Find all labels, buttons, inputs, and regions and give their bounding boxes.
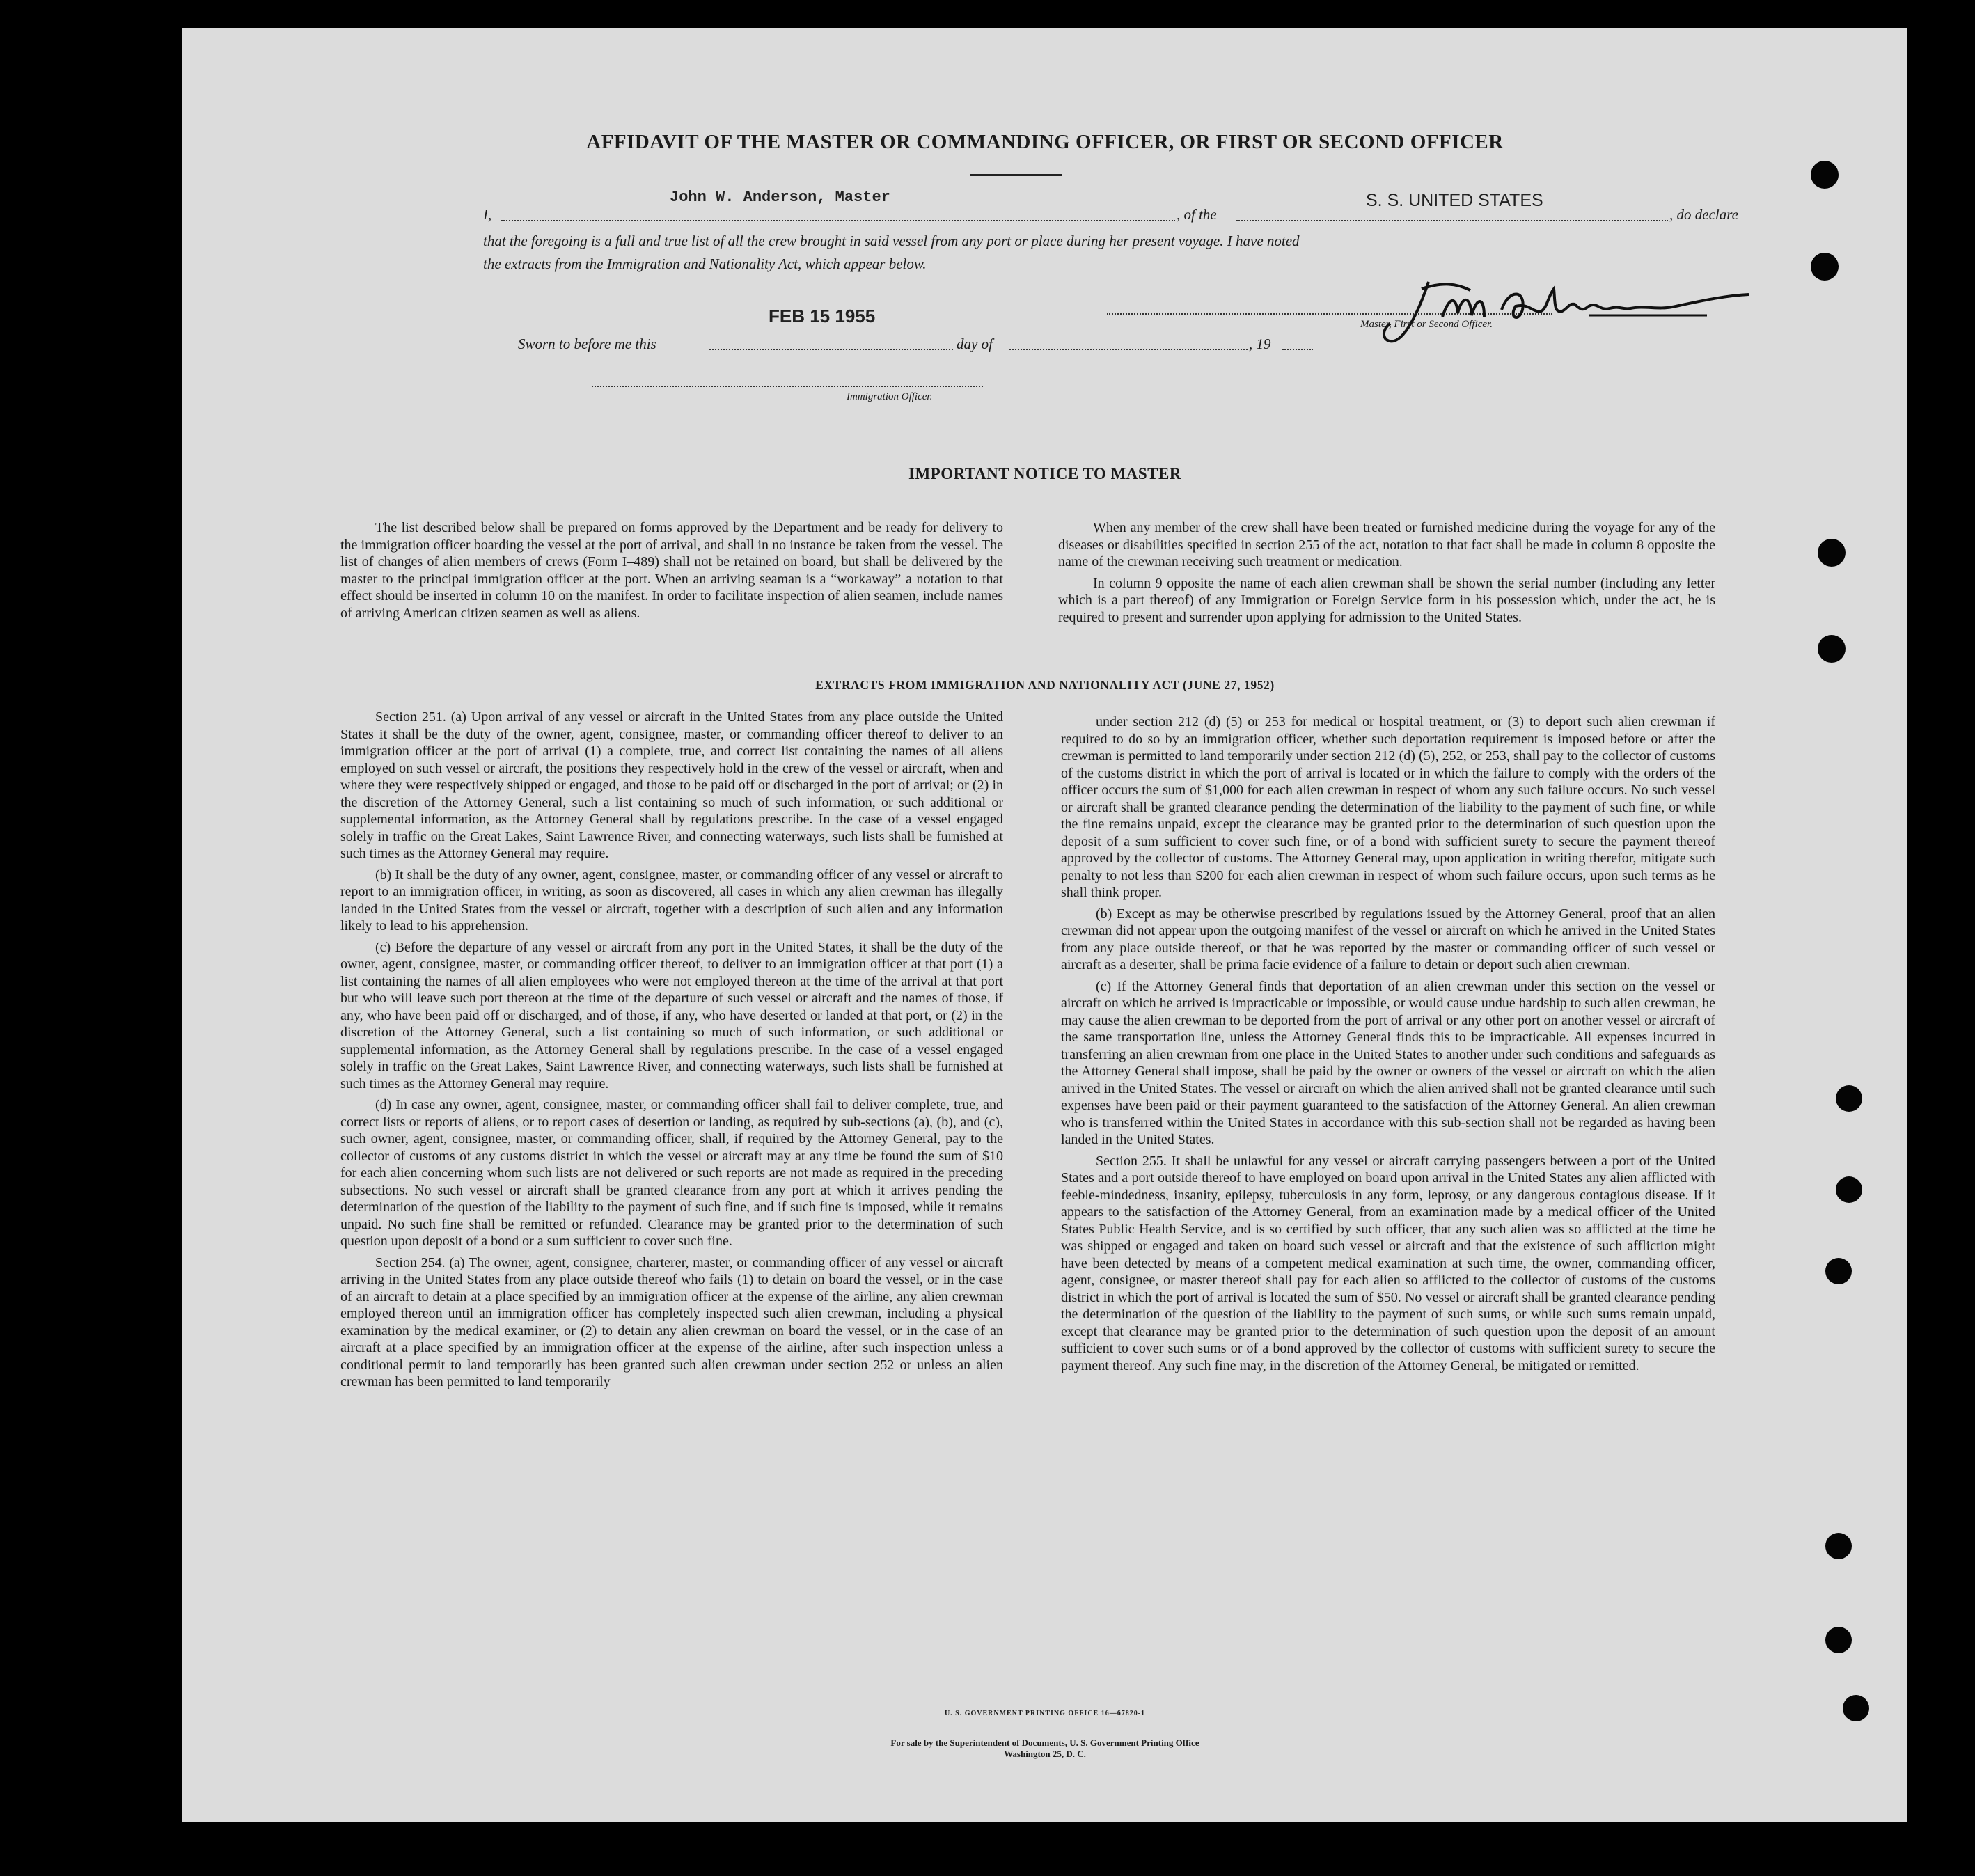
- sworn-label: Sworn to before me this: [518, 336, 656, 352]
- extract-paragraph: Section 254. (a) The owner, agent, consignee, charterer, master, or commanding officer of any vessel or aircraft arriving in the United States from any place outside thereof who fails (1) to detain on board the vessel, or in the case of an aircraft to detain at a place specified by an immigration officer at the expense of the airline, any alien crewman employed thereon until an immigration officer has completely inspected such alien crewman, including a physical examination by the medical examiner, or (2) to detain any alien crewman on board the vessel, or in the case of an aircraft at a place specified by an immigration officer at the expense of the airline, after such inspection unless a conditional permit to land temporarily has been granted such alien crewman under section 252 or unless an alien crewman has been permitted to land temporarily: [340, 1254, 1003, 1389]
- extracts-left-column: [340, 709, 1003, 1395]
- extract-paragraph: (b) It shall be the duty of any owner, agent, consignee, master, or commanding officer of any vessel or aircraft to report to an immigration officer, in writing, as soon as discovered, all cases in which any alien crewman has illegally landed in the United States from the vessel or aircraft, together with a description of such alien and any information likely to lead to his apprehension.: [340, 867, 1003, 933]
- extract-paragraph: (c) Before the departure of any vessel or aircraft from any port in the United States, it shall be the duty of the owner, agent, consignee, master, or commanding officer thereof, to deliver to an immigration officer at that port (1) a list containing the names of all alien employees who were not employed thereon at the time of the arrival at that port but who will leave such port thereon at the time of the departure of such vessel or aircraft and the names of those, if any, who have been paid off or discharged, and of those, if any, who have deserted or landed at that port, or (2) in the discretion of the Attorney General, such a list containing so much of such information, or such additional or supplemental information, as the Attorney General shall by regulations prescribe. In the case of a vessel engaged solely in traffic on the Great Lakes, Saint Lawrence River, and connecting waterways, such lists shall be furnished at such times as the Attorney General may require.: [340, 939, 1003, 1091]
- sale-line-1: For sale by the Superintendent of Documents, U. S. Government Printing Office: [890, 1737, 1199, 1748]
- sworn-day-dotted-line: [709, 349, 953, 350]
- gpo-imprint: U. S. GOVERNMENT PRINTING OFFICE 16—67820-1: [944, 1710, 1146, 1717]
- i-label: I,: [483, 206, 492, 223]
- notice-paragraph: The list described below shall be prepared on forms approved by the Department and be ready for delivery to the immigration officer boarding the vessel at the port of arrival, and shall in no instance be taken from the vessel. The list of changes of alien members of crews (Form I–489) shall not be retained on board, but shall be delivered by the master to the principal immigration officer at the port. When an arriving seaman is a “workaway” a notation to that effect should be inserted in column 10 on the manifest. In order to facilitate inspection of alien seamen, include names of arriving American citizen seamen as well as aliens.: [340, 520, 1003, 621]
- punch-hole: [1811, 253, 1839, 281]
- notice-left-column: [340, 519, 1003, 626]
- extract-paragraph: Section 251. (a) Upon arrival of any vessel or aircraft in the United States from any place outside the United States it shall be the duty of the owner, agent, consignee, master, or commanding officer thereof to deliver to an immigration officer at the port of arrival (1) a complete, true, and correct list containing the names of all aliens employed on such vessel or aircraft, the positions they respectively hold in the crew of the vessel or aircraft, when and where they were respectively shipped or engaged, and those to be paid off or discharged in the port of arrival; or (2) in the discretion of the Attorney General, such a list containing so much of such information, or such additional or supplemental information, as the Attorney General shall by regulations prescribe. In the case of a vessel engaged solely in traffic on the Great Lakes, Saint Lawrence River, and connecting waterways, such lists shall be furnished at such times as the Attorney General may require.: [340, 709, 1003, 861]
- name-dotted-line: [501, 220, 1175, 221]
- extracts-right-column: [1061, 714, 1715, 1378]
- notice-right-column: [1058, 519, 1715, 630]
- extracts-heading: EXTRACTS FROM IMMIGRATION AND NATIONALITY ACT (JUNE 27, 1952): [815, 678, 1275, 692]
- immigration-officer-dotted-line: [592, 386, 983, 387]
- notice-heading: IMPORTANT NOTICE TO MASTER: [908, 465, 1181, 482]
- notice-paragraph: In column 9 opposite the name of each alien crewman shall be shown the serial number (including any letter which is a part thereof) of any Immigration or Foreign Service form in his possession which, under the act, he is required to present and surrender upon applying for admission to the United States.: [1058, 575, 1715, 625]
- do-declare-label: , do declare: [1669, 206, 1738, 223]
- punch-hole: [1825, 1533, 1852, 1559]
- sale-notice: [182, 1737, 1907, 1760]
- punch-hole: [1825, 1258, 1852, 1284]
- punch-hole: [1811, 161, 1839, 189]
- sale-line-2: Washington 25, D. C.: [1004, 1749, 1086, 1759]
- of-the-label: , of the: [1177, 206, 1217, 223]
- extract-paragraph: under section 212 (d) (5) or 253 for medical or hospital treatment, or (3) to deport such alien crewman if required to do so by an immigration officer, whether such deportation requirement is imposed before or after the crewman is permitted to land temporarily under section 212 (d) (5), 252, or 253, shall pay to the collector of customs of the customs district in which the port of arrival is located or in which the failure to comply with the orders of the officer occurs the sum of $1,000 for each alien crewman in respect of whom any such failure occurs. No such vessel or aircraft shall be granted clearance pending the determination of the liability to the payment of such fine, or while the fine remains unpaid, except the clearance may be granted prior to the determination of such question upon the deposit of a sum sufficient to cover such fine, or of a bond with sufficient surety to secure the payment thereof approved by the collector of customs. The Attorney General may, upon application in writing therefor, mitigate such penalty to not less than $200 for each alien crewman in respect of whom such failure occurs, upon such terms as he shall think proper.: [1061, 714, 1715, 900]
- title-rule: [970, 174, 1062, 176]
- punch-hole: [1836, 1176, 1862, 1203]
- punch-hole: [1825, 1627, 1852, 1653]
- extract-paragraph: (b) Except as may be otherwise prescribed by regulations issued by the Attorney General, proof that an alien crewman did not appear upon the outgoing manifest of the vessel or aircraft on which he arrived in the United States from any place outside thereof, or that he was reported by the master or commanding officer of such vessel or aircraft as a deserter, shall be prima facie evidence of a failure to detain or deport such alien crewman.: [1061, 906, 1715, 972]
- sworn-month-dotted-line: [1009, 349, 1248, 350]
- date-stamp: FEB 15 1955: [769, 306, 876, 326]
- vessel-dotted-line: [1236, 220, 1668, 221]
- signer-role-label: Master, First or Second Officer.: [1360, 319, 1493, 330]
- declaration-line-1: that the foregoing is a full and true list of all the crew brought in said vessel from any port or place during her present voyage. I have noted: [483, 232, 1300, 249]
- day-of-label: day of: [957, 336, 993, 352]
- document-page: [182, 28, 1907, 1822]
- immigration-officer-label: Immigration Officer.: [847, 391, 933, 402]
- extract-paragraph: (c) If the Attorney General finds that deportation of an alien crewman under this section on the vessel or aircraft on which he arrived is impracticable or impossible, or would cause undue hardship to such alien crewman, he may cause the alien crewman to be deported from the port of arrival or any other port on another vessel or aircraft of the same transportation line, unless the Attorney General finds this to be impracticable. All expenses incurred in transferring an alien crewman from one place in the United States to another under such conditions and safeguards as the Attorney General shall impose, shall be paid by the owner or owners of the vessel or aircraft on which the alien arrived in the United States. The vessel or aircraft on which the alien arrived shall not be granted clearance until such expenses have been paid or their payment guaranteed to the satisfaction of the Attorney General. An alien crewman who is transferred within the United States in accordance with this sub-section shall not be regarded as having been landed in the United States.: [1061, 978, 1715, 1147]
- affidavit-title: AFFIDAVIT OF THE MASTER OR COMMANDING OFFICER, OR FIRST OR SECOND OFFICER: [586, 131, 1504, 153]
- punch-hole: [1843, 1695, 1869, 1721]
- year-label: , 19: [1249, 336, 1271, 352]
- declaration-line-2: the extracts from the Immigration and Nationality Act, which appear below.: [483, 255, 927, 272]
- notice-paragraph: When any member of the crew shall have been treated or furnished medicine during the voyage for any of the diseases or disabilities specified in section 255 of the act, notation to that fact shall be made in column 8 opposite the name of the crewman receiving such treatment or medication.: [1058, 520, 1715, 569]
- year-dotted-line: [1282, 349, 1313, 350]
- extract-paragraph: Section 255. It shall be unlawful for any vessel or aircraft carrying passengers between a port of the United States and a port outside thereof to have employed on board upon arrival in the United States any alien afflicted with feeble-mindedness, insanity, epilepsy, tuberculosis in any form, leprosy, or any dangerous contagious disease. If it appears to the satisfaction of the Attorney General, from an examination made by a medical officer of the United States Public Health Service, and is so certified by such officer, that any such alien was so afflicted at the time he was shipped or engaged and taken on board such vessel or aircraft and that the existence of such affliction might have been detected by means of a competent medical examination at such time, the owner, commanding officer, agent, consignee, or master thereof shall pay for each alien so afflicted to the collector of customs of the customs district in which the port of arrival is located the sum of $50. No vessel or aircraft shall be granted clearance pending the determination of the question of the liability to the payment of such sums, or while such sums remain unpaid, except that clearance may be granted prior to the determination of such question upon the deposit of an amount sufficient to cover such sums or of a bond approved by the collector of customs with sufficient surety to secure the payment thereof. Any such fine may, in the discretion of the Attorney General, be mitigated or remitted.: [1061, 1153, 1715, 1373]
- extract-paragraph: (d) In case any owner, agent, consignee, master, or commanding officer shall fail to deliver complete, true, and correct lists or reports of aliens, or to report cases of desertion or landing, as required by sub-sections (a), (b), and (c), such owner, agent, consignee, master, or commanding officer, shall, if required by the Attorney General, pay to the collector of customs of any customs district in which the vessel or aircraft may at any time be found the sum of $10 for each alien concerning whom such lists are not delivered or such reports are not made as required in the preceding subsections. No such vessel or aircraft shall be granted clearance from any port at which it arrives pending the determination of the question of the liability to the payment of such fine, and if such fine is imposed, while it remains unpaid. No such fine shall be remitted or refunded. Clearance may be granted prior to the determination of such question upon deposit of a bond or a sum sufficient to cover such fine.: [340, 1097, 1003, 1249]
- punch-hole: [1836, 1085, 1862, 1112]
- vessel-name: S. S. UNITED STATES: [1366, 191, 1543, 210]
- punch-hole: [1818, 539, 1846, 567]
- officer-name: John W. Anderson, Master: [670, 189, 890, 206]
- punch-hole: [1818, 635, 1846, 663]
